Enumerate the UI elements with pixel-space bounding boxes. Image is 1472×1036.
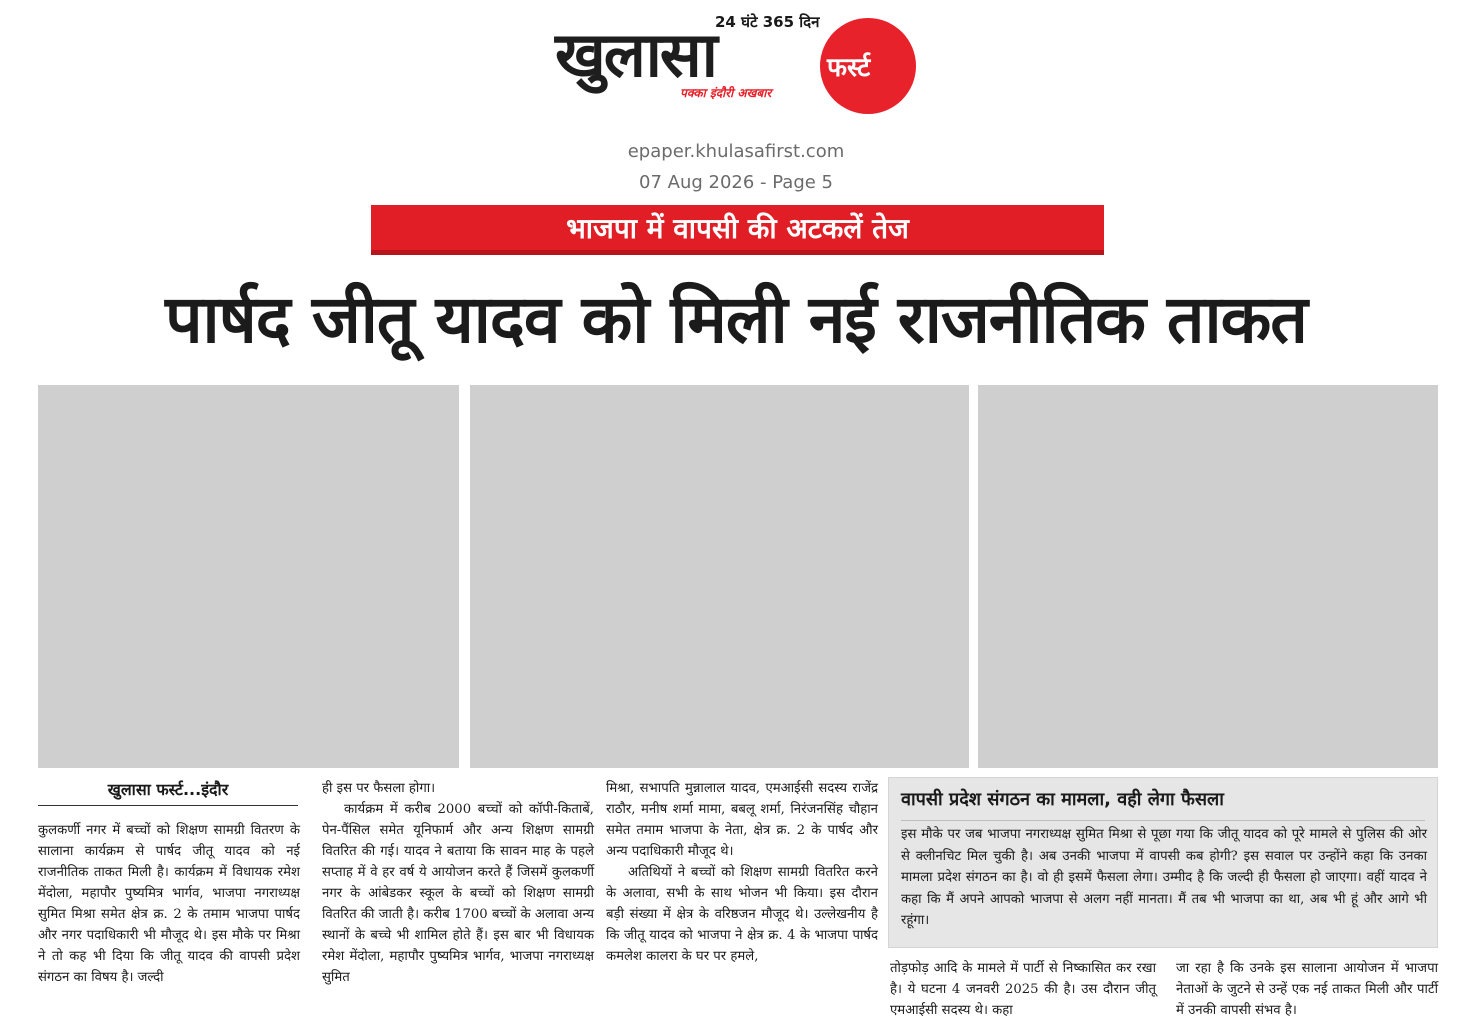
- logo-badge-text: फर्स्ट: [827, 53, 871, 83]
- article-column-5: [1176, 958, 1438, 1021]
- article-column-3: [606, 778, 878, 967]
- article-paragraph: मिश्रा, सभापति मुन्नालाल यादव, एमआईसी सदस्य राजेंद्र राठौर, मनीष शर्मा मामा, बबलू शर्मा, निरंजनसिंह चौहान समेत तमाम भाजपा के नेता, क्षेत्र क्र. 2 के पार्षद और अन्य पदाधिकारी मौजूद थे।: [606, 781, 878, 859]
- article-paragraph: ही इस पर फैसला होगा।: [322, 781, 436, 796]
- photo-placeholder: [470, 385, 969, 768]
- headline: पार्षद जीतू यादव को मिली नई राजनीतिक ताकत: [165, 281, 1307, 358]
- photo-placeholder: [38, 385, 459, 768]
- logo-wordmark: खुलासा: [555, 18, 716, 91]
- article-column-1: [38, 820, 300, 988]
- article-paragraph: तोड़फोड़ आदि के मामले में पार्टी से निष्कासित कर रखा है। ये घटना 4 जनवरी 2025 की है। उस दौरान जीतू एमआईसी सदस्य थे। कहा: [890, 961, 1156, 1018]
- masthead-tagline: 24 घंटे 365 दिन: [715, 13, 820, 31]
- sidebar-title: वापसी प्रदेश संगठन का मामला, वही लेगा फैसला: [901, 789, 1224, 810]
- source-url: epaper.khulasafirst.com: [627, 141, 845, 162]
- sidebar-box: [888, 777, 1438, 948]
- article-paragraph: कुलकर्णी नगर में बच्चों को शिक्षण सामग्री वितरण के सालाना कार्यक्रम से पार्षद जीतू यादव को नई राजनीतिक ताकत मिली है। कार्यक्रम में विधायक रमेश मेंदोला, महापौर पुष्यमित्र भार्गव, भाजपा नगराध्यक्ष सुमित मिश्रा समेत क्षेत्र क्र. 2 के तमाम भाजपा पार्षद और नगर पदाधिकारी भी मौजूद थे। इस मौके पर मिश्रा ने तो कह भी दिया कि जीतू यादव की वापसी प्रदेश संगठन का विषय है। जल्दी: [38, 823, 300, 985]
- kicker-banner: [371, 205, 1104, 255]
- photo-leaders: [38, 385, 459, 768]
- article-paragraph: जा रहा है कि उनके इस सालाना आयोजन में भाजपा नेताओं के जुटने से उन्हें एक नई ताकत मिली और पार्टी में उनकी वापसी संभव है।: [1176, 961, 1438, 1018]
- article-paragraph: कार्यक्रम में करीब 2000 बच्चों को कॉपी-किताबें, पेन-पैंसिल समेत यूनिफार्म और अन्य शिक्षण सामग्री वितरित की गई। यादव ने बताया कि सावन माह के पहले सप्ताह में वे हर वर्ष ये आयोजन करते हैं जिसमें कुलकर्णी नगर के आंबेडकर स्कूल के बच्चों को शिक्षण सामग्री वितरित की जाती है। करीब 1700 बच्चों के अलावा अन्य स्थानों के बच्चे भी शामिल होते हैं। इस बार भी विधायक रमेश मेंदोला, महापौर पुष्यमित्र भार्गव, भाजपा नगराध्यक्ष सुमित: [322, 802, 594, 985]
- byline: खुलासा फर्स्ट...इंदौर: [38, 776, 298, 806]
- sidebar-text: इस मौके पर जब भाजपा नगराध्यक्ष सुमित मिश्रा से पूछा गया कि जीतू यादव को पूरे मामले से पुलिस की ओर से क्लीनचिट मिल चुकी है। अब उनकी भाजपा में वापसी कब होगी? इस सवाल पर उन्होंने कहा कि उनका मामला प्रदेश संगठन का है। वो ही इसमें फैसला लेगा। उम्मीद है कि जल्दी ही फैसला हो जाएगा। वहीं यादव ने कहा कि मैं अपने आपको भाजपा से अलग नहीं मानता। मैं तब भी भाजपा का था, अब भी हूं और आगे भी रहूंगा।: [901, 827, 1427, 928]
- article-paragraph: अतिथियों ने बच्चों को शिक्षण सामग्री वितरित करने के अलावा, सभी के साथ भोजन भी किया। इस दौरान बड़ी संख्या में क्षेत्र के वरिष्ठजन मौजूद थे। उल्लेखनीय है कि जीतू यादव को भाजपा ने क्षेत्र क्र. 4 के भाजपा पार्षद कमलेश कालरा के घर पर हमले,: [606, 865, 878, 964]
- article-column-2: [322, 778, 594, 988]
- article-column-4: [890, 958, 1156, 1021]
- kicker-text: भाजपा में वापसी की अटकलें तेज: [566, 211, 909, 245]
- photo-children-masks: [978, 385, 1438, 768]
- masthead-subtitle: पक्का इंदौरी अखबार: [680, 86, 772, 100]
- photo-placeholder: [978, 385, 1438, 768]
- sidebar-divider: [901, 820, 1425, 821]
- masthead: [555, 10, 925, 110]
- photo-stage: [470, 385, 969, 768]
- source-date-page: 07 Aug 2026 - Page 5: [639, 172, 833, 193]
